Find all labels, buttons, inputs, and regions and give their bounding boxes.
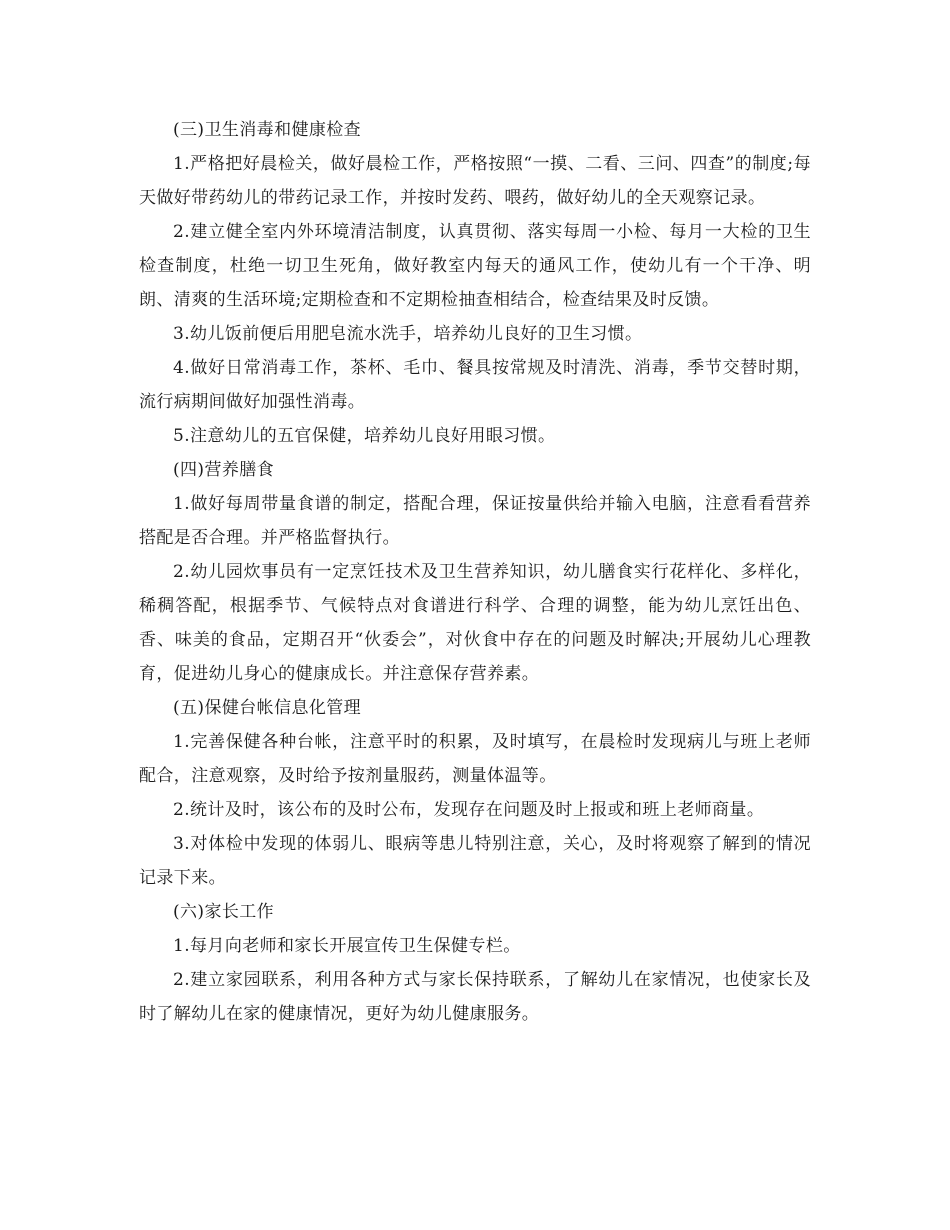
paragraph: 2.统计及时，该公布的及时公布，发现存在问题及时上报或和班上老师商量。 [173, 800, 765, 820]
section-heading-parents: (六)家长工作 [173, 902, 275, 922]
paragraph: 2.建立家园联系，利用各种方式与家长保持联系，了解幼儿在家情况，也使家长及时了解幼儿在家的健康情况，更好为幼儿健康服务。 [139, 970, 811, 1024]
section-heading-nutrition: (四)营养膳食 [173, 460, 275, 480]
section-heading-ledger: (五)保健台帐信息化管理 [173, 698, 362, 718]
paragraph: 5.注意幼儿的五官保健，培养幼儿良好用眼习惯。 [173, 426, 556, 446]
paragraph: 3.对体检中发现的体弱儿、眼病等患儿特别注意，关心，及时将观察了解到的情况记录下来。 [139, 834, 811, 888]
paragraph: 2.幼儿园炊事员有一定烹饪技术及卫生营养知识，幼儿膳食实行花样化、多样化，稀稠答配，根据季节、气候特点对食谱进行科学、合理的调整，能为幼儿烹饪出色、香、味美的食品，定期召开“伙委会”，对伙食中存在的问题及时解决;开展幼儿心理教育，促进幼儿身心的健康成长。并注意保存营养素。 [139, 562, 811, 684]
paragraph: 1.做好每周带量食谱的制定，搭配合理，保证按量供给并输入电脑，注意看看营养搭配是否合理。并严格监督执行。 [139, 494, 811, 548]
paragraph: 2.建立健全室内外环境清洁制度，认真贯彻、落实每周一小检、每月一大检的卫生检查制度，杜绝一切卫生死角，做好教室内每天的通风工作，使幼儿有一个干净、明朗、清爽的生活环境;定期检查和不定期检抽查相结合，检查结果及时反馈。 [139, 222, 811, 310]
paragraph: 1.严格把好晨检关，做好晨检工作，严格按照“一摸、二看、三问、四查”的制度;每天做好带药幼儿的带药记录工作，并按时发药、喂药，做好幼儿的全天观察记录。 [139, 154, 811, 208]
paragraph: 4.做好日常消毒工作，茶杯、毛巾、餐具按常规及时清洗、消毒，季节交替时期，流行病期间做好加强性消毒。 [139, 358, 811, 412]
paragraph: 1.完善保健各种台帐，注意平时的积累，及时填写，在晨检时发现病儿与班上老师配合，注意观察，及时给予按剂量服药，测量体温等。 [139, 732, 811, 786]
document-body [139, 113, 811, 1031]
paragraph: 1.每月向老师和家长开展宣传卫生保健专栏。 [173, 936, 521, 956]
paragraph: 3.幼儿饭前便后用肥皂流水洗手，培养幼儿良好的卫生习惯。 [173, 324, 643, 344]
section-heading-hygiene: (三)卫生消毒和健康检查 [173, 120, 362, 140]
